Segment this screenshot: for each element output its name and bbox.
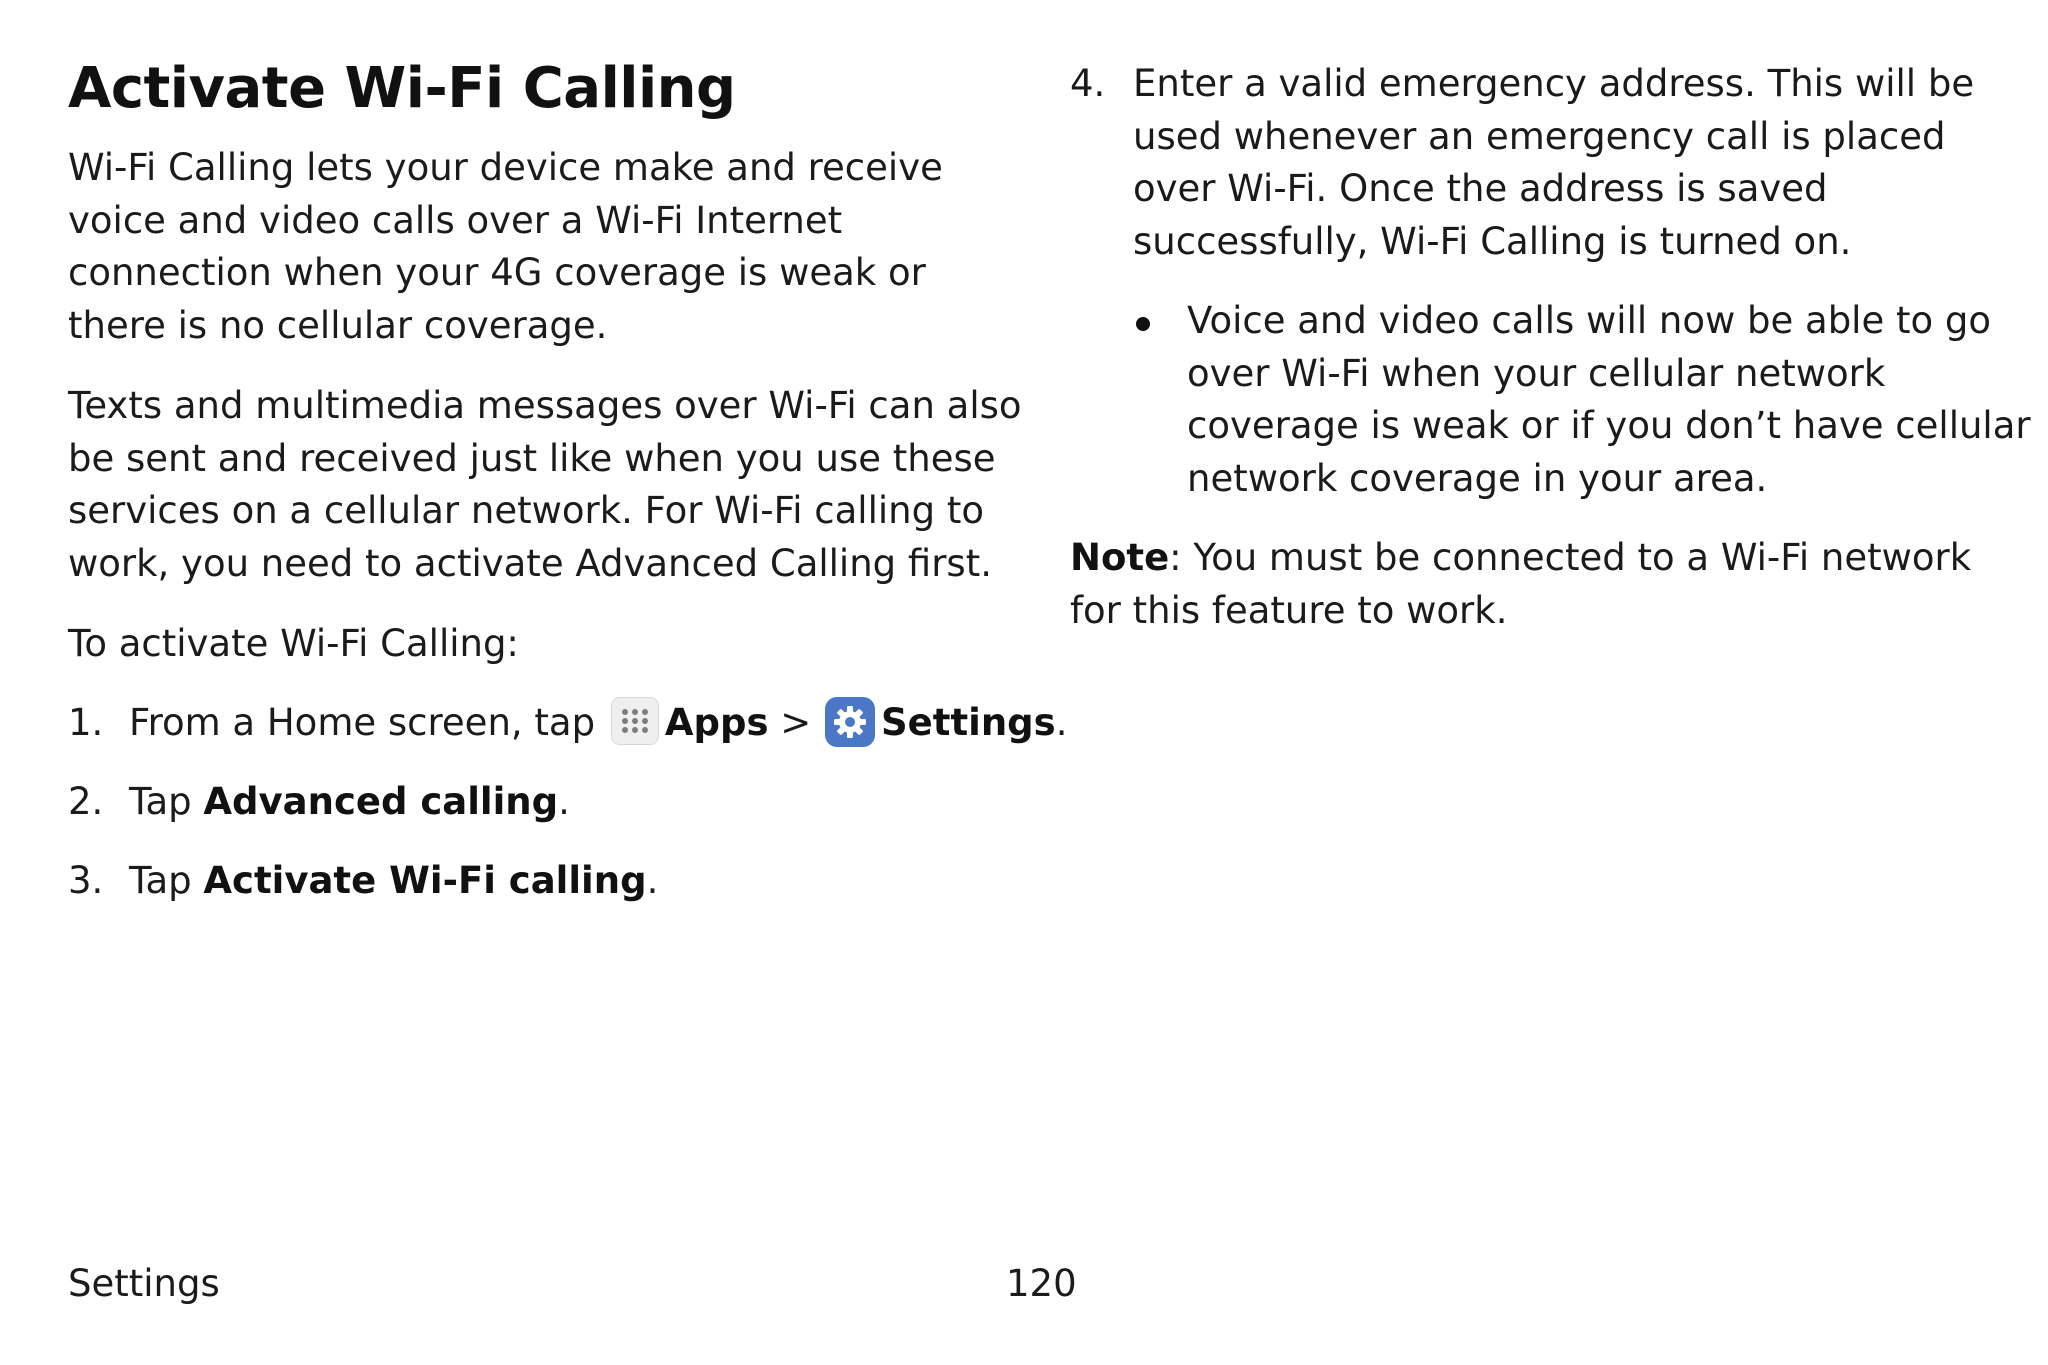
intro-paragraph-1: Wi-Fi Calling lets your device make and receive voice and video calls over a Wi-Fi Internet connection when your 4G coverage is weak or there is no cellular coverage. [68, 146, 943, 347]
note-text: : You must be connected to a Wi-Fi network for this feature to work. [1070, 536, 1972, 632]
step-number: 1. [68, 701, 104, 744]
note [1070, 532, 2000, 637]
step-number: 2. [68, 780, 104, 823]
breadcrumb-separator: > [780, 701, 812, 744]
step-number: 4. [1070, 62, 1106, 105]
note-label: Note [1070, 536, 1170, 579]
footer-section: Settings [68, 1262, 220, 1305]
activate-wifi-calling-label: Activate Wi-Fi calling [203, 859, 647, 902]
apps-grid-icon [611, 697, 659, 745]
step-body: Tap Advanced calling. [129, 780, 570, 823]
advanced-calling-label: Advanced calling [203, 780, 559, 823]
page-title: Activate Wi-Fi Calling [68, 56, 736, 121]
step-body: Tap Activate Wi-Fi calling. [129, 859, 659, 902]
settings-gear-icon [825, 697, 875, 747]
settings-label: Settings [881, 701, 1056, 744]
step-body: From a Home screen, tap Apps > Settings. [129, 697, 1067, 750]
intro-paragraph-2: Texts and multimedia messages over Wi-Fi can also be sent and received just like when you use these services on a cellular network. For Wi-Fi calling to work, you need to activate Advanced Calling first. [68, 384, 1022, 585]
step-body: Enter a valid emergency address. This will be used whenever an emergency call is placed over Wi-Fi. Once the address is saved successfully, Wi-Fi Calling is turned on. [1133, 62, 1975, 263]
step-number: 3. [68, 859, 104, 902]
page-number: 120 [1006, 1262, 1077, 1305]
bullet-dot [1136, 317, 1150, 331]
apps-label: Apps [664, 701, 769, 744]
bullet-text: Voice and video calls will now be able to go over Wi-Fi when your cellular network coverage is weak or if you don’t have cellular network coverage in your area. [1187, 299, 2031, 500]
lead-text: To activate Wi-Fi Calling: [68, 622, 519, 665]
